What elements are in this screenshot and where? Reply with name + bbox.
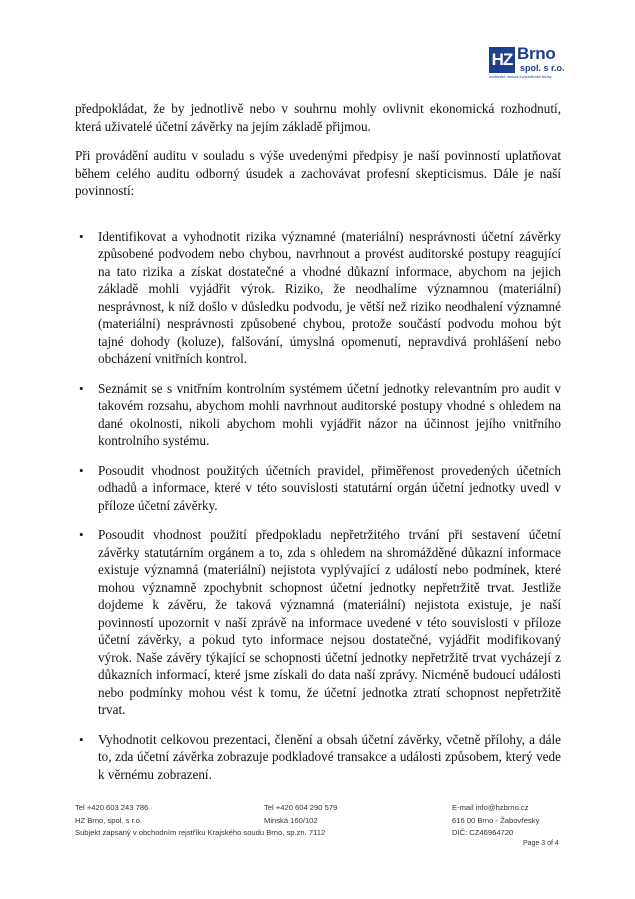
logo-mark: HZ [489,47,515,73]
list-item [75,228,561,368]
list-item-text: Vyhodnotit celkovou prezentaci, členění a obsah účetní závěrky, včetně přílohy, a dále to, zda účetní závěrka zobrazuje podkladové transakce a události způsobem, který vede k věrnému zobrazení. [98,731,561,782]
list-item [75,462,561,515]
footer-dic: DIČ: CZ46964720 [452,828,514,837]
footer-right-column [452,802,539,840]
footer-phone-1: Tel +420 603 243 786 [75,803,149,812]
list-item-text: Posoudit vhodnost použití předpokladu nepřetržitého trvání při sestavení účetní závěrky statutárním orgánem a to, zda s ohledem na shromážděné důkazní informace existuje významná (materiální) nejistota vyplývající z událostí nebo podmínek, které mohou významně zpochybnit schopnost účetní jednotky nepřetržitě trvat. Jestliže dojdeme k závěru, že taková významná (materiální) nejistota existuje, je naší povinností upozornit v naší zprávě na informace uvedené v této souvislosti v příloze účetní závěrky, a pokud tyto informace nejsou dostatečné, vyjádřit modifikovaný výrok. Naše závěry týkající se schopnosti účetní jednotky nepřetržitě trvat vycházejí z důkazních informací, které jsme získali do data naší zprávy. Nicméně budoucí události nebo podmínky mohou vést k tomu, že účetní jednotka ztratí schopnost nepřetržitě trvat. [98,527,561,717]
bullet-dot: • [79,462,84,478]
page-number: Page 3 of 4 [523,840,559,847]
company-logo [489,44,567,84]
logo-name: Brno [517,44,556,63]
list-item-text: Seznámit se s vnitřním kontrolním systémem účetní jednotky relevantním pro audit v takovém rozsahu, abychom mohli navrhnout auditorské postupy vhodné s ohledem na dané okolnosti, nikoli abychom mohli vyjádřit názor na účinnost jejího vnitřního kontrolního systému. [98,380,561,448]
logo-tagline: auditorské, daňové a poradenské služby [489,75,552,79]
bullet-dot: • [79,228,84,244]
bullet-dot: • [79,380,84,396]
list-item-text: Posoudit vhodnost použitých účetních pravidel, přiměřenost provedených účetních odhadů a informace, které v této souvislosti statutární orgán účetní jednotky uvedl v příloze účetní závěrky. [98,462,561,513]
footer-phone-2: Tel +420 604 290 579 [264,803,338,812]
list-item [75,731,561,784]
intro-paragraph: předpokládat, že by jednotlivě nebo v souhrnu mohly ovlivnit ekonomická rozhodnutí, která uživatelé účetní závěrky na jejím základě přijmou. [75,101,561,134]
footer-street: Minská 160/102 [264,815,318,825]
duties-list [75,228,561,784]
footer-city: 616 00 Brno - Žabovřesky [452,815,540,825]
footer-email: E-mail info@hzbrno.cz [452,803,529,812]
list-item [75,526,561,719]
logo-suffix: spol. s r.o. [520,63,565,73]
footer-middle-column [264,802,337,827]
bullet-dot: • [79,731,84,747]
list-item [75,380,561,450]
intro-paragraph: Při provádění auditu v souladu s výše uvedenými předpisy je naší povinností uplatňovat během celého auditu odborný úsudek a zachovávat profesní skepticismus. Dále je naší povinností: [75,148,561,198]
list-item-text: Identifikovat a vyhodnotit rizika významné (materiální) nesprávnosti účetní závěrky způsobené podvodem nebo chybou, navrhnout a provést auditorské postupy reagující na tato rizika a získat dostatečné a vhodné důkazní informace, abychom na jejich základě mohli vyjádřit výrok. Riziko, že neodhalíme významnou (materiální) nesprávnost, k níž došlo v důsledku podvodu, je větší než riziko neodhalení významné (materiální) nesprávnosti způsobené chybou, protože součástí podvodu mohou být tajné dohody (koluze), falšování, úmyslná opomenutí, nepravdivá prohlášení nebo obcházení vnitřních kontrol. [98,228,561,366]
footer-registry: Subjekt zapsaný v obchodním rejstříku Krajského soudu Brno, sp.zn. 7112 [75,828,326,837]
document-body [75,100,561,795]
footer-company: HZ Brno, spol. s r.o. [75,815,143,825]
bullet-dot: • [79,527,84,542]
